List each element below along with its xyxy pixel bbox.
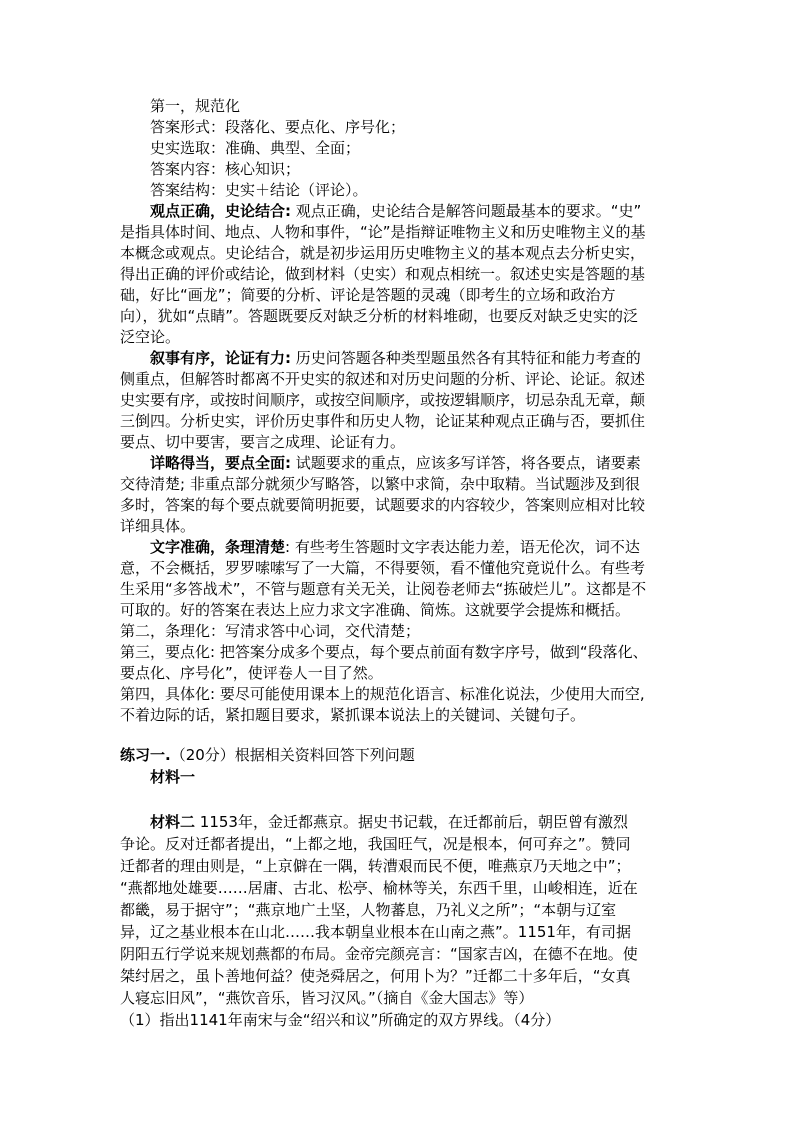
section1-item: 答案内容：核心知识； (150, 160, 301, 178)
paragraph-text: : 有些考生答题时文字表达能力差，语无伦次，词不达 (285, 538, 640, 556)
point-line: 第四，具体化: 要尽可能使用课本上的规范化语言、标准化说法，少使用大而空, (120, 685, 645, 703)
section1-item: 史实选取：准确、典型、全面； (150, 139, 361, 157)
paragraph-line (150, 348, 641, 369)
paragraph-lead: 叙事有序，论证有力: (150, 349, 291, 367)
material-line: 异，辽之基业根本在山北……我本朝皇业根本在山南之燕”。1151年，有司据 (120, 923, 631, 941)
material-line: 迁都者的理由则是，“上京僻在一隅，转漕艰而民不便，唯燕京乃天地之中”； (120, 857, 631, 875)
paragraph-line: 意，不会概括，罗罗嗦嗦写了一大篇，不得要领，看不懂他究竟说什么。有些考 (120, 559, 646, 577)
material-two-label: 材料二 (150, 813, 196, 831)
paragraph-line: 本概念或观点。史论结合，就是初步运用历史唯物主义的基本观点去分析史实， (120, 244, 646, 262)
point-line: 第三，要点化: 把答案分成多个要点，每个要点前面有数字序号，做到“段落化、 (120, 643, 648, 661)
material-line: “燕都地处雄要……居庸、古北、松亭、榆林等关，东西千里，山峻相连，近在 (120, 879, 638, 897)
section1-item: 答案形式：段落化、要点化、序号化； (150, 118, 406, 136)
material-line: 桀纣居之，虽卜善地何益？使尧舜居之，何用卜为？”迁都二十多年后，“女真 (120, 967, 631, 985)
section1-heading: 第一，规范化 (150, 97, 241, 115)
material-line: 争论。反对迁都者提出，“上都之地，我国旺气，况是根本，何可弃之”。赞同 (120, 835, 631, 853)
material-line: 人寝忘旧风”，“燕饮音乐，皆习汉风。”（摘自《金大国志》等） (120, 989, 534, 1007)
paragraph-line: 要点、切中要害，要言之成理、论证有力。 (120, 433, 406, 451)
paragraph-text: 观点正确，史论结合是解答问题最基本的要求。“史” (291, 202, 642, 220)
paragraph-line: 础，好比“画龙”；简要的分析、评论是答题的灵魂（即考生的立场和政治方 (120, 286, 616, 304)
material-line: 都畿，易于据守”；“燕京地广土坚，人物蕃息，乃礼义之所”；“本朝与辽室 (120, 901, 617, 919)
point-line: 不着边际的话，紧扣题目要求，紧抓课本说法上的关键词、关键句子。 (120, 706, 586, 724)
point-line: 第二，条理化：写清求答中心词，交代清楚； (120, 622, 421, 640)
paragraph-line: 是指具体时间、地点、人物和事件，“论”是指辩证唯物主义和历史唯物主义的基 (120, 223, 646, 241)
point-line: 要点化、序号化”，使评卷人一目了然。 (120, 664, 383, 682)
paragraph-line: 侧重点，但解答时都离不开史实的叙述和对历史问题的分析、评论、论证。叙述 (120, 370, 646, 388)
material-line (150, 812, 628, 833)
paragraph-text: 试题要求的重点，应该多写详答，将各要点，诸要素 (291, 454, 641, 472)
material-one-label: 材料一 (150, 768, 196, 786)
paragraph-line (150, 537, 640, 558)
paragraph-line: 多时，答案的每个要点就要简明扼要，试题要求的内容较少，答案则应相对比较 (120, 496, 646, 514)
question-line: （1）指出1141年南宋与金“绍兴和议”所确定的双方界线。（4分） (120, 1011, 561, 1029)
paragraph-text: 历史问答题各种类型题虽然各有其特征和能力考查的 (291, 349, 641, 367)
material-line: 阴阳五行学说来规划燕都的布局。金帝完颜亮言：“国家吉凶，在德不在地。使 (120, 945, 638, 963)
section1-item: 答案结构：史实＋结论（评论）。 (150, 181, 368, 199)
paragraph-lead: 文字准确，条理清楚 (150, 538, 286, 556)
paragraph-lead: 观点正确，史论结合: (150, 202, 291, 220)
material-text: 1153年，金迁都燕京。据史书记载，在迁都前后，朝臣曾有激烈 (195, 813, 628, 831)
paragraph-line: 生采用“多答战术”，不管与题意有关无关，让阅卷老师去“拣破烂儿”。这都是不 (120, 580, 647, 598)
paragraph-line: 向），犹如“点睛”。答题既要反对缺乏分析的材料堆砌，也要反对缺乏史实的泛 (120, 307, 639, 325)
paragraph-line (150, 201, 641, 222)
paragraph-line: 得出正确的评价或结论，做到材料（史实）和观点相统一。叙述史实是答题的基 (120, 265, 646, 283)
paragraph-line: 交待清楚; 非重点部分就须少写略答，以繁中求简，杂中取精。当试题涉及到很 (120, 475, 640, 493)
exercise-label: 练习一. (120, 746, 171, 764)
paragraph-line: 泛空论。 (120, 328, 181, 346)
paragraph-lead: 详略得当，要点全面: (150, 454, 291, 472)
paragraph-line: 可取的。好的答案在表达上应力求文字准确、简炼。这就要学会提炼和概括。 (120, 601, 631, 619)
paragraph-line: 详细具体。 (120, 517, 196, 535)
exercise-text: （20分）根据相关资料回答下列问题 (170, 746, 415, 764)
exercise-title (120, 745, 415, 766)
paragraph-line: 三倒四。分析史实，评价历史事件和历史人物，论证某种观点正确与否，要抓住 (120, 412, 646, 430)
paragraph-line: 史实要有序，或按时间顺序，或按空间顺序，或按逻辑顺序，切忌杂乱无章，颠 (120, 391, 646, 409)
paragraph-line (150, 453, 641, 474)
